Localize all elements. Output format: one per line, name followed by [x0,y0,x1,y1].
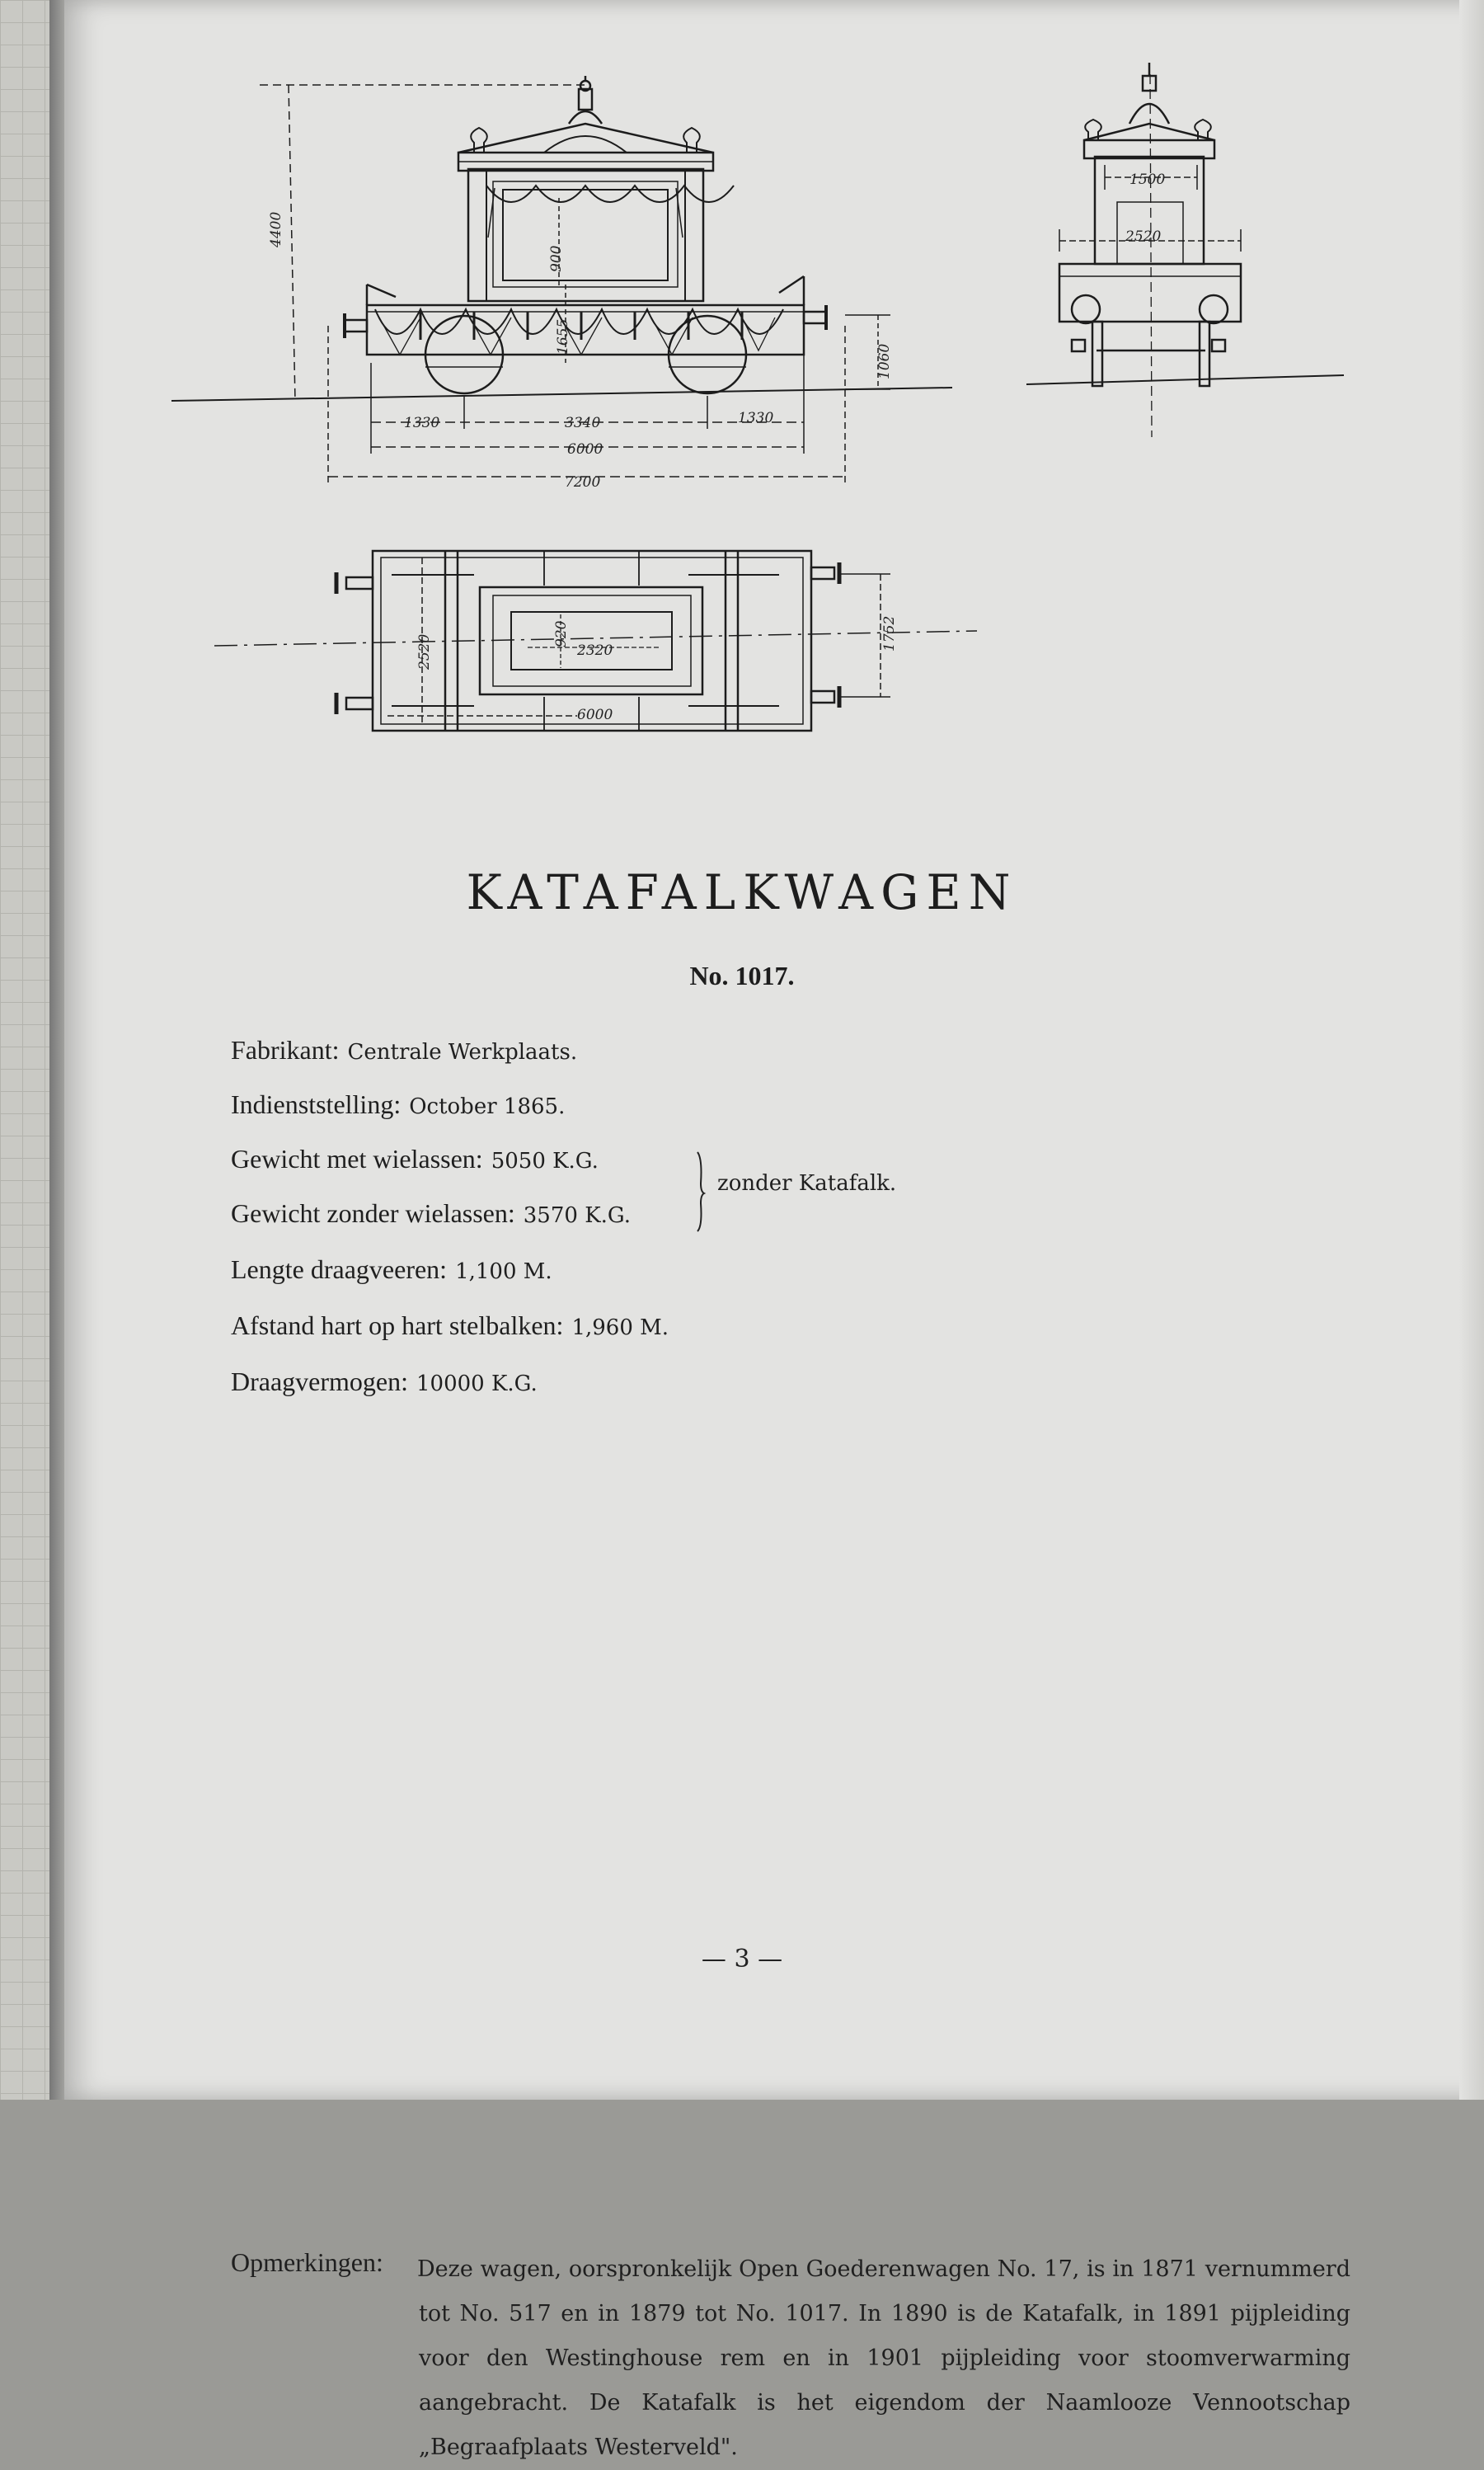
dim-buffer-spacing: 1752 [881,615,898,652]
spec-value: 3570 K.G. [523,1203,631,1228]
dim-buffer: 1060 [876,343,893,379]
spec-value: 1,960 M. [571,1315,669,1340]
spec-label: Draagvermogen: [231,1367,409,1396]
spec-row-afstand [231,1310,669,1341]
dim-frame-length: 6000 [567,441,603,458]
dim-canopy-width: 1500 [1129,172,1166,188]
spec-row-indienststelling [231,1089,565,1120]
side-elevation-drawing [171,76,952,487]
dim-height: 4400 [268,211,284,247]
dim-plan-inner-length: 2320 [577,642,613,659]
page-number: — 3 — [701,1945,783,1974]
dim-wheel-right: 1330 [738,410,774,426]
dim-total-length: 7200 [565,474,601,491]
document-title: KATAFALKWAGEN [466,864,1018,920]
dim-body-width: 2520 [1125,228,1162,245]
dim-canopy: 900 [548,245,565,272]
spec-value: 5050 K.G. [491,1149,599,1174]
spec-value: 10000 K.G. [416,1371,538,1396]
spec-row-draagvermogen [231,1367,538,1397]
spec-value: 1,100 M. [455,1259,552,1284]
dim-wheel-left: 1330 [404,415,440,431]
brace-note: zonder Katafalk. [717,1171,897,1196]
remarks-label: Opmerkingen: [231,2247,383,2277]
dim-wheelbase: 3340 [565,415,601,431]
spec-row-gewicht-met [231,1144,599,1174]
dim-floor: 1655 [555,318,571,355]
dim-plan-inner: 920 [553,620,570,647]
spec-value: Centrale Werkplaats. [347,1040,578,1065]
dim-plan-width: 2520 [416,633,433,670]
spec-label: Gewicht zonder wielassen: [231,1198,515,1228]
end-view-dimensions [1125,172,1165,245]
end-view-drawing [1026,63,1344,437]
spec-label: Lengte draagveeren: [231,1254,448,1284]
spec-row-gewicht-zonder [231,1198,631,1229]
remarks-text: Deze wagen, oorspronkelijk Open Goederenwagen No. 17, is in 1871 vernummerd tot No. 517 en in 1879 tot No. 1017. In 1890 is de Katafalk, in 1891 pijpleiding voor den Westinghouse rem en in 1901 pijpleiding voor stoomverwarming aangebracht. De Katafalk is het eigendom der Naamlooze Vennootschap „Begraafplaats Westerveld". [417,2256,1350,2460]
spec-label: Afstand hart op hart stelbalken: [231,1310,564,1340]
spec-row-lengte [231,1254,552,1285]
spec-label: Indienststelling: [231,1089,402,1119]
spec-label: Gewicht met wielassen: [231,1144,483,1174]
dim-plan-length: 6000 [577,707,613,723]
wagon-number: No. 1017. [689,961,795,990]
spec-value: October 1865. [409,1094,566,1119]
plan-view-drawing [214,551,977,731]
brace [693,1150,709,1233]
technical-drawings [0,0,1484,825]
spec-row-fabrikant [231,1035,577,1066]
side-view-dimensions [268,212,893,491]
spec-label: Fabrikant: [231,1035,340,1065]
